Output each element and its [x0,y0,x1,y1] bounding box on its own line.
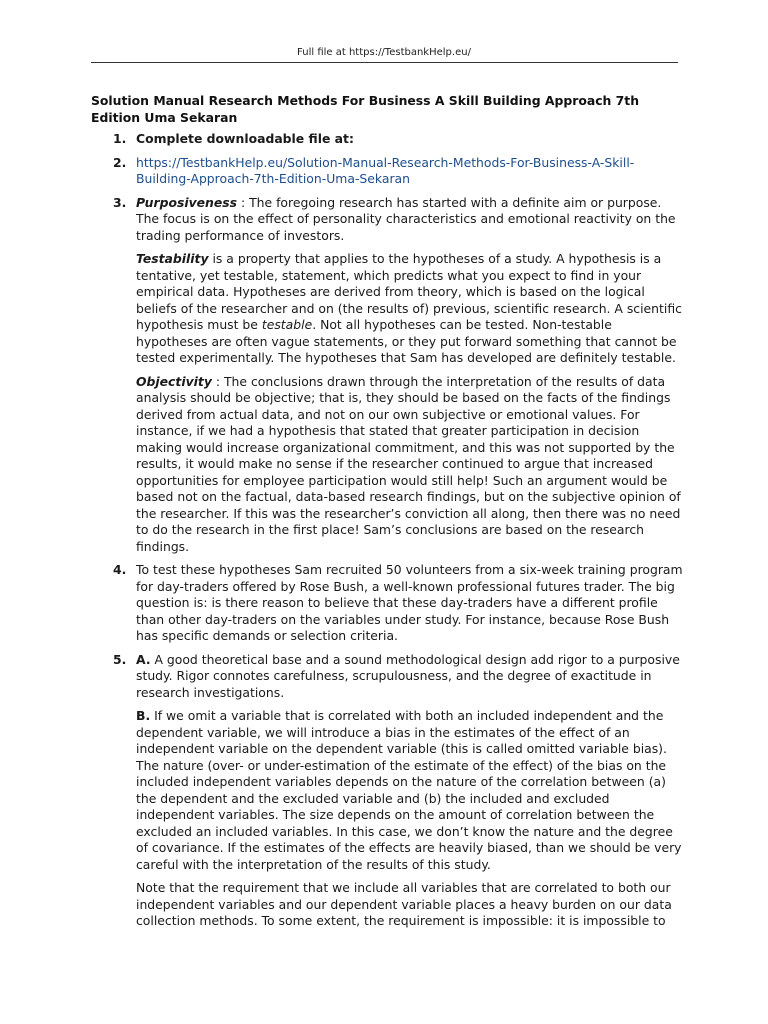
list-item-2 [113,155,683,188]
item-number: 4. [113,562,127,577]
item-number: 3. [113,194,127,210]
list-item-3 [113,195,683,556]
purposiveness-text: : The foregoing research has started with a definite aim or purpose. The focus is on the effect of personality characteristics and emotional reactivity on the trading performance of investors. [136,194,676,243]
page-header: Full file at https://TestbankHelp.eu/ [297,47,471,58]
list-item-1 [113,131,683,148]
document-title: Solution Manual Research Methods For Business A Skill Building Approach 7th Edition Uma Sekaran [91,93,640,125]
testable-emphasis: testable [261,317,313,332]
testability-text: is a property that applies to the hypotheses of a study. A hypothesis is a tentative, yet testable, statement, which predicts what you expect to find in your empirical data. Hypotheses are derived from theory, which is based on the logical beliefs of the researcher and on (the results of) previous, scientific research. A scientific hypothesis must be [136,251,682,332]
download-label: Complete downloadable file at: [136,131,354,146]
term-purposiveness: Purposiveness [136,194,238,210]
sample-paragraph: To test these hypotheses Sam recruited 50 volunteers from a six-week training program for day-traders offered by Rose Bush, a well-known professional futures trader. The big question is: is there reason to believe that these day-traders have a different profile than other day-traders on the variables under study. For instance, because Rose Bush has specific demands or selection criteria. [136,562,683,643]
part-b-label: B. [136,708,151,723]
purposiveness-paragraph [136,195,683,245]
header-divider [91,62,678,63]
list-item-4 [113,562,683,645]
testability-text-cont: . Not all hypotheses can be tested. Non-testable hypotheses are often vague statements, or they put forward something that cannot be tested experimentally. The hypotheses that Sam has developed are definitely testable. [136,317,677,365]
term-testability: Testability [136,251,209,266]
part-b-paragraph [136,708,683,873]
part-a-label: A. [136,651,151,667]
note-paragraph: Note that the requirement that we include all variables that are correlated to both our independent variables and our dependent variable places a heavy burden on our data collection methods. To some extent, the requirement is impossible: it is impossible to [136,880,672,928]
part-a-text: A good theoretical base and a sound methodological design add rigor to a purposive study. Rigor connotes carefulness, scrupulousness, and the degree of exactitude in research investigations. [136,651,680,700]
objectivity-text: : The conclusions drawn through the interpretation of the results of data analysis should be objective; that is, they should be based on the facts of the findings derived from actual data, and not on our own subjective or emotional values. For instance, if we had a hypothesis that stated that greater participation in decision making would increase organizational commitment, and this was not supported by the results, it would make no sense if the researcher continued to argue that increased opportunities for employee participation would still help! Such an argument would be based not on the factual, data-based research findings, but on the subjective opinion of the researcher. If this was the researcher’s conviction all along, then there was no need to do the research in the first place! Sam’s conclusions are based on the research findings. [136,373,681,554]
item-number: 1. [113,131,127,146]
part-a-paragraph [136,652,683,702]
item-number: 5. [113,651,127,667]
item-number: 2. [113,154,127,170]
answer-list [113,131,683,937]
term-objectivity: Objectivity [136,373,212,389]
download-link[interactable]: https://TestbankHelp.eu/Solution-Manual-Research-Methods-For-Business-A-Skill-Building-Approach-7th-Edition-Uma-Sekaran [136,154,635,186]
objectivity-paragraph [136,374,683,556]
part-b-text: If we omit a variable that is correlated with both an included independent and the dependent variable, we will introduce a bias in the estimates of the effect of an independent variable on the dependent variable (this is called omitted variable bias). The nature (over- or under-estimation of the estimate of the effect) of the bias on the included independent variables depends on the nature of the correlation between (a) the dependent and the excluded variable and (b) the included and excluded independent variables. The size depends on the amount of correlation between the excluded an included variables. In this case, we don’t know the nature and the degree of covariance. If the estimates of the effects are heavily biased, than we should be very careful with the interpretation of the results of this study. [136,708,682,872]
list-item-5 [113,652,683,930]
testability-paragraph [136,251,683,367]
